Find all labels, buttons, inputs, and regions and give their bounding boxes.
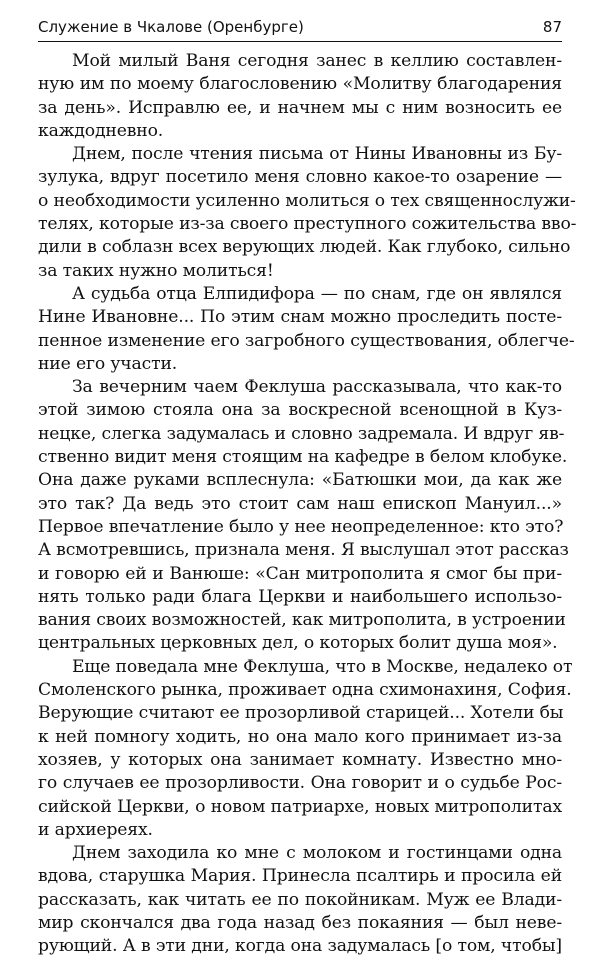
text-line: рассказать, как читать ее по покойникам. Муж ее Влади- [38,889,562,910]
text-line: телях, которые из-за своего преступного сожительства вво- [38,214,577,235]
text-line: ственно видит меня стоящим на кафедре в белом клобуке. [38,447,568,468]
text-line: хозяев, у которых она занимает комнату. Известно мно- [38,749,562,770]
body-text [38,50,577,959]
text-line: зулука, вдруг посетило меня словно какое-то озарение — [38,167,562,188]
text-line: Она даже руками всплеснула: «Батюшки мои, да как же [38,470,562,491]
text-line: о необходимости усиленно молиться о тех священнослужи- [38,190,576,211]
paragraph [38,842,562,958]
text-line: нять только ради блага Церкви и наибольшего использо- [38,586,562,607]
text-line: Днем заходила ко мне с молоком и гостинцами одна [72,843,562,864]
text-line: сийской Церкви, о новом патриархе, новых митрополитах [38,796,562,817]
text-line: вания своих возможностей, как митрополита, в устроении [38,610,566,631]
text-line: А всмотревшись, признала меня. Я выслушал этот рассказ [38,540,569,561]
text-line: ние его участи. [38,353,178,374]
text-line: за таких нужно молиться! [38,260,274,281]
text-line: Нине Ивановне... По этим снам можно проследить посте- [38,307,562,328]
text-line: Верующие считают ее прозорливой старицей... Хотели бы [38,703,564,724]
running-head [38,14,562,40]
text-line: Еще поведала мне Феклуша, что в Москве, недалеко от [72,656,573,677]
chapter-title: Служение в Чкалове (Оренбурге) [38,18,304,36]
text-line: За вечерним чаем Феклуша рассказывала, что как-то [72,377,562,398]
text-line: центральных церковных дел, о которых болит душа моя». [38,633,558,654]
paragraph [38,376,569,656]
text-line: каждодневно. [38,120,164,141]
header-rule [38,41,562,42]
text-line: дили в соблазн всех верующих людей. Как глубоко, сильно [38,237,571,258]
text-line: мир скончался два года назад без покаяния — был неве- [38,912,562,933]
text-line: этой зимою стояла она за воскресной всенощной в Куз- [38,400,562,421]
text-line: нецке, слегка задумалась и словно задремала. И вдруг яв- [38,423,565,444]
paragraph [38,50,562,143]
text-line: ную им по моему благословению «Молитву благодарения [38,74,562,95]
paragraph [38,283,575,376]
text-line: Днем, после чтения письма от Нины Ивановны из Бу- [72,144,562,165]
text-line: Мой милый Ваня сегодня занес в келлию составлен- [72,51,562,71]
paragraph [38,143,577,283]
paragraph [38,656,573,842]
text-line: рующий. А в эти дни, когда она задумалась [о том, чтобы] [38,936,562,957]
text-line: к ней помногу ходить, но она мало кого принимает из-за [38,726,562,747]
text-line: и говорю ей и Ванюше: «Сан митрополита я смог бы при- [38,563,562,584]
text-line: го случаев ее прозорливости. Она говорит и о судьбе Рос- [38,773,562,794]
text-line: пенное изменение его загробного существования, облегче- [38,330,575,351]
text-line: вдова, старушка Мария. Принесла псалтирь и просила ей [38,866,562,887]
text-line: и архиереях. [38,819,153,840]
text-line: Первое впечатление было у нее неопределенное: кто это? [38,516,564,537]
text-line: за день». Исправлю ее, и начнем мы с ним возносить ее [38,97,562,118]
text-line: А судьба отца Елпидифора — по снам, где он являлся [72,283,562,304]
text-line: это так? Да ведь это стоит сам наш епископ Мануил...» [38,493,562,514]
text-line: Смоленского рынка, проживает одна схимонахиня, София. [38,680,572,701]
page-number: 87 [542,18,562,36]
